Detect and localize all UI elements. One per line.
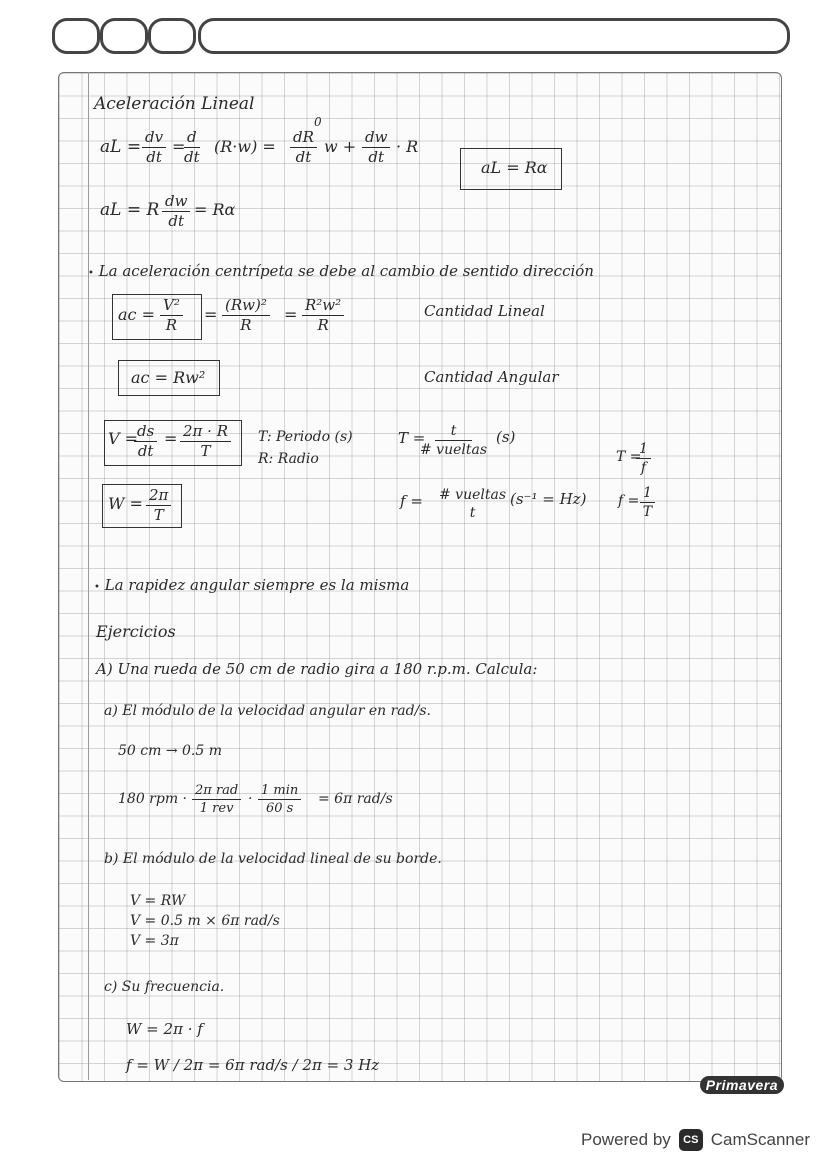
w-frac-2pi-T: $\frac{2\pi}{T}$	[146, 488, 171, 524]
exercises-heading: Ejercicios	[96, 622, 176, 641]
camscanner-footer	[581, 1129, 810, 1151]
part-a-frac-min-60s: 1 min 60 s	[258, 784, 301, 815]
f-alt-frac: $\frac{1}{T}$	[640, 486, 655, 519]
label-cantidad-angular: Cantidad Angular	[424, 368, 559, 386]
eq1-zero: 0	[314, 115, 322, 129]
T-unit: (s)	[496, 428, 516, 446]
ac-frac-rw2-r: $\frac{\text{(Rw)²}}{R}$	[222, 298, 270, 334]
ac-equals-1: =	[204, 305, 218, 324]
problem-statement: A) Una rueda de 50 cm de radio gira a 180 r.p.m. Calcula:	[96, 660, 538, 678]
eq1-product: (R·w) =	[214, 137, 276, 156]
eq2-lhs: aL = R	[100, 200, 160, 220]
f-frac-vueltas-t: # vueltas t	[439, 487, 507, 521]
boxed-result-al	[460, 148, 562, 190]
w-lhs: W =	[108, 494, 143, 513]
ac-lhs: ac =	[118, 305, 155, 324]
part-a-rpm: 180 rpm ·	[118, 791, 188, 807]
legend-periodo: T: Periodo (s)	[258, 429, 353, 445]
ac-frac-v2-r: $\frac{\text{V²}}{R}$	[160, 298, 183, 334]
v-equals: =	[164, 429, 178, 448]
note-angular-speed: • La rapidez angular siempre es la misma	[94, 576, 410, 594]
part-a-conversion: 50 cm → 0.5 m	[118, 743, 223, 759]
f-alt-lhs: f =	[618, 493, 640, 509]
margin-line	[88, 72, 89, 1080]
v-frac-2piR-T: $\frac{2\pi \cdot R}{T}$	[180, 424, 231, 460]
f-lhs: f =	[400, 492, 423, 510]
part-b-line2: V = 0.5 m × 6π rad/s	[130, 913, 280, 929]
T-frac-t-vueltas: t # vueltas	[420, 423, 488, 458]
box-ac-angular	[118, 360, 220, 396]
v-lhs: V =	[108, 429, 139, 448]
ac-equals-2: =	[284, 305, 298, 324]
eq1-frac-dw-dt: $\frac{dw}{dt}$	[362, 130, 390, 166]
eq1-lhs: aL =	[100, 137, 142, 157]
part-b-line3: V = 3π	[130, 933, 179, 949]
part-c-line1: W = 2π · f	[126, 1020, 203, 1038]
binder-ring-3	[148, 18, 196, 54]
section-title-linear-acceleration: Aceleración Lineal	[94, 94, 255, 114]
eq1-w-plus: w +	[324, 137, 357, 156]
header-bar	[198, 18, 790, 54]
T-alt-lhs: T =	[616, 449, 642, 465]
eq2-frac-dw-dt: $\frac{dw}{dt}$	[162, 194, 190, 230]
binder-ring-1	[52, 18, 100, 54]
part-c-line2: f = W / 2π = 6π rad/s / 2π = 3 Hz	[126, 1056, 380, 1074]
eq1-times-R: · R	[396, 137, 419, 156]
ac-frac-r2w2-r: $\frac{\text{R²w²}}{R}$	[302, 298, 344, 334]
part-a-frac-rad-rev: 2π rad 1 rev	[192, 784, 241, 815]
part-b-label: b) El módulo de la velocidad lineal de su borde.	[104, 851, 442, 867]
v-frac-ds-dt: $\frac{ds}{dt}$	[134, 424, 157, 460]
statement-centripetal: • La aceleración centrípeta se debe al cambio de sentido dirección	[88, 262, 594, 280]
ac-angular-text: ac = Rw²	[131, 368, 206, 387]
label-cantidad-lineal: Cantidad Lineal	[424, 302, 545, 320]
binder-ring-2	[100, 18, 148, 54]
primavera-logo: Primavera	[700, 1076, 784, 1094]
eq1-frac-dR-dt: $\frac{dR}{dt}$	[290, 130, 317, 166]
camscanner-text: CamScanner	[710, 1130, 810, 1149]
boxed-al-text: aL = Rα	[481, 158, 548, 177]
eq1-frac-d-dt: $\frac{d}{dt}$	[184, 128, 200, 166]
powered-by-text: Powered by	[581, 1130, 671, 1149]
T-lhs: T =	[398, 429, 426, 447]
T-alt-frac: $\frac{1}{f}$	[636, 442, 651, 475]
eq1-frac-dv-dt: $\frac{dv}{dt}$	[142, 130, 166, 166]
f-unit: (s⁻¹ = Hz)	[510, 490, 587, 508]
part-c-label: c) Su frecuencia.	[104, 979, 225, 995]
eq1-equals: =	[172, 137, 186, 156]
part-a-result: = 6π rad/s	[318, 791, 393, 807]
legend-radio: R: Radio	[258, 451, 319, 467]
part-b-line1: V = RW	[130, 893, 186, 909]
eq2-rhs: = Rα	[194, 200, 236, 219]
camscanner-icon: CS	[679, 1129, 703, 1151]
part-a-dot: ·	[248, 791, 253, 807]
part-a-label: a) El módulo de la velocidad angular en rad/s.	[104, 703, 431, 719]
